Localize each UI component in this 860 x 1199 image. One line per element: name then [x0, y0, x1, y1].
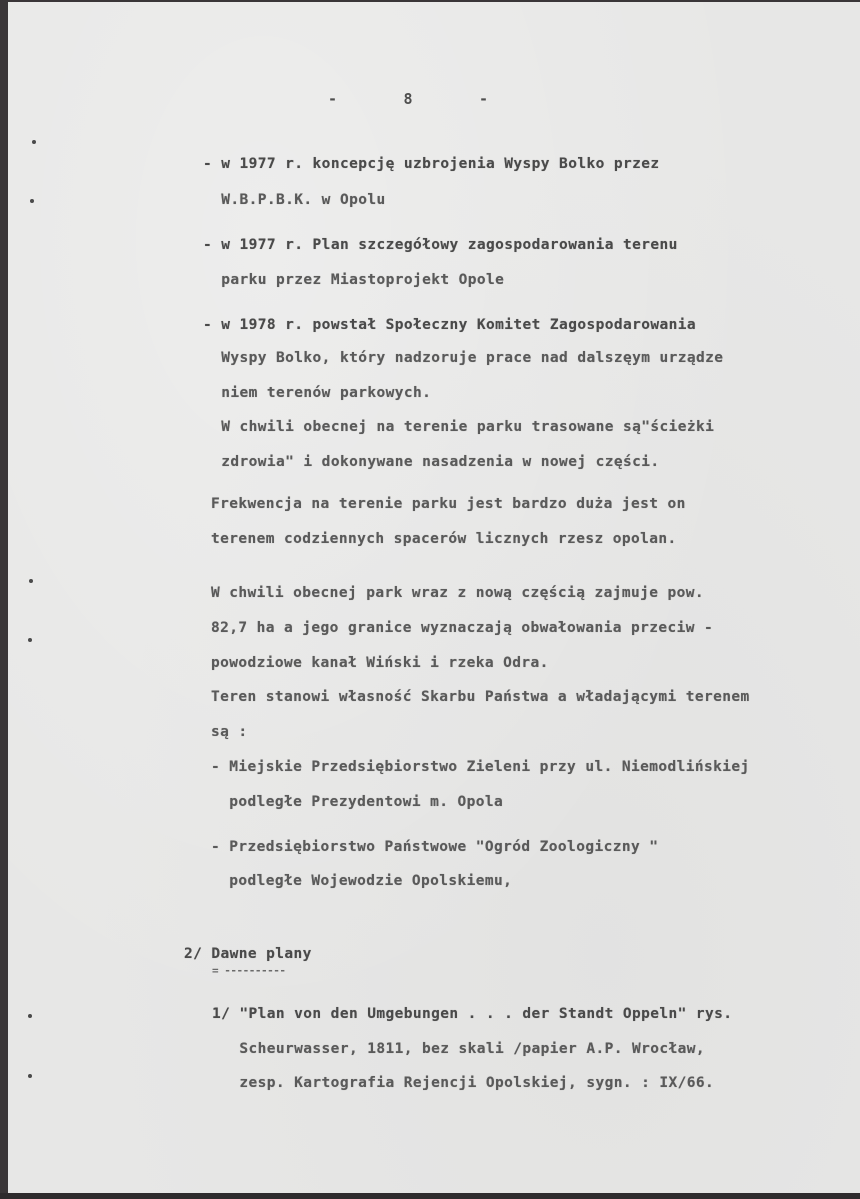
paragraph-line: terenem codziennych spacerów licznych rzesz opolan. [211, 531, 677, 547]
section-heading-underline: = ---------- [212, 964, 286, 977]
bullet-line: niem terenów parkowych. [203, 385, 432, 401]
margin-punch-mark [28, 1074, 32, 1078]
bullet-line: - w 1977 r. koncepcję uzbrojenia Wyspy Bolko przez [203, 156, 660, 172]
bullet-line: - w 1978 r. powstał Społeczny Komitet Zagospodarowania [203, 317, 697, 333]
paragraph-line: Teren stanowi własność Skarbu Państwa a władającymi terenem [211, 689, 750, 705]
bullet-line: W.B.P.B.K. w Opolu [203, 192, 386, 208]
section-heading: 2/ Dawne plany [184, 946, 312, 962]
paragraph-line: 82,7 ha a jego granice wyznaczają obwałowania przeciw - [211, 620, 714, 636]
bullet-line: Wyspy Bolko, który nadzoruje prace nad dalszęym urządze [203, 350, 724, 366]
page-number-dash-left: - [328, 90, 338, 108]
page-number-header [328, 90, 488, 108]
bullet-line: - w 1977 r. Plan szczegółowy zagospodarowania terenu [203, 237, 678, 253]
owner-line: podległe Wojewodzie Opolskiemu, [211, 873, 513, 889]
owner-line: podległe Prezydentowi m. Opola [211, 794, 504, 810]
margin-punch-mark [29, 579, 33, 583]
paragraph-line: W chwili obecnej park wraz z nową częścią zajmuje pow. [211, 585, 705, 601]
reference-line: Scheurwasser, 1811, bez skali /papier A.P. Wrocław, [212, 1041, 706, 1057]
bullet-line: parku przez Miastoprojekt Opole [203, 272, 505, 288]
margin-punch-mark [32, 140, 36, 144]
owner-line: - Przedsiębiorstwo Państwowe "Ogród Zoologiczny " [211, 839, 659, 855]
reference-line: 1/ "Plan von den Umgebungen . . . der Standt Oppeln" rys. [212, 1006, 733, 1022]
margin-punch-mark [28, 1014, 32, 1018]
paragraph-line: Frekwencja na terenie parku jest bardzo duża jest on [211, 496, 686, 512]
page-number: 8 [403, 90, 413, 108]
bullet-line: W chwili obecnej na terenie parku trasowane są"ścieżki [203, 419, 715, 435]
margin-punch-mark [28, 638, 32, 642]
paragraph-line: są : [211, 724, 248, 740]
paragraph-line: powodziowe kanał Wiński i rzeka Odra. [211, 655, 549, 671]
document-page [8, 2, 860, 1193]
margin-punch-mark [30, 199, 34, 203]
owner-line: - Miejskie Przedsiębiorstwo Zieleni przy ul. Niemodlińskiej [211, 759, 750, 775]
reference-line: zesp. Kartografia Rejencji Opolskiej, sygn. : IX/66. [212, 1075, 715, 1091]
scanner-edge [0, 1193, 860, 1199]
page-number-dash-right: - [478, 90, 488, 108]
bullet-line: zdrowia" i dokonywane nasadzenia w nowej części. [203, 454, 660, 470]
